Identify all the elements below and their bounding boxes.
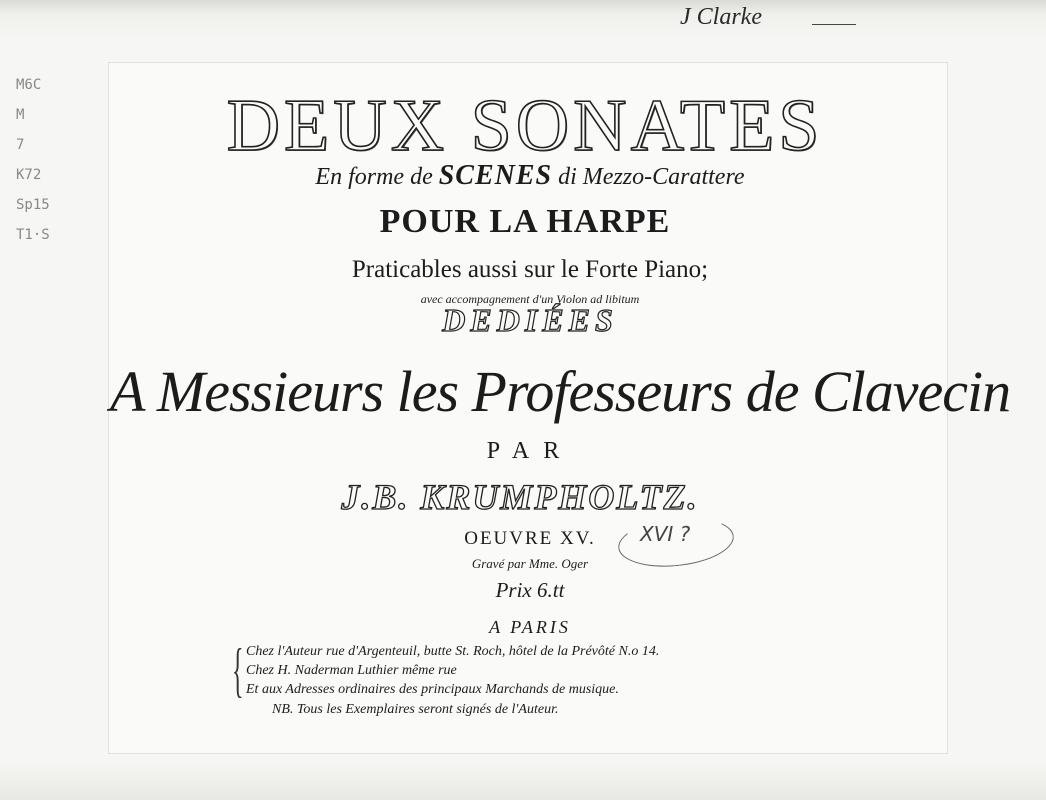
price: Prix 6.tt: [495, 578, 565, 602]
engraver-credit: Gravé par Mme. Oger: [471, 556, 589, 571]
subtitle-prefix: En forme de: [315, 164, 433, 190]
margin-shelfmark: M6C M 7 K72 Sp15 T1·S: [16, 77, 50, 243]
authentication-note: NB. Tous les Exemplaires seront signés de l'Auteur.: [272, 702, 559, 717]
address-line-3: Et aux Adresses ordinaires des principaux Marchands de musique.: [246, 682, 619, 697]
by-label: PAR: [486, 438, 574, 464]
dedication-heading: DEDIÉES: [442, 302, 618, 338]
address-brace: {: [232, 637, 244, 703]
address-line-1: Chez l'Auteur rue d'Argenteuil, butte St. Roch, hôtel de la Prévôté N.o 14.: [246, 644, 660, 659]
alternate-instrument-line: Praticables aussi sur le Forte Piano;: [351, 256, 709, 283]
address-line-2: Chez H. Naderman Luthier même rue: [246, 663, 457, 678]
signature-dash: [812, 24, 856, 25]
subtitle-scenes: SCENES: [438, 160, 553, 191]
handwritten-opus-note: XVI ?: [640, 522, 691, 546]
composer-name: J.B. KRUMPHOLTZ.: [341, 477, 699, 517]
subtitle-form: [230, 160, 830, 192]
owner-signature: J Clarke: [680, 4, 762, 30]
main-title: DEUX SONATES: [226, 85, 824, 167]
dedication-recipients: A Messieurs les Professeurs de Clavecin: [110, 359, 1011, 424]
subtitle-suffix: di Mezzo-Carattere: [558, 164, 745, 190]
instrument-line: POUR LA HARPE: [379, 203, 671, 240]
opus-number: OEUVRE XV.: [464, 528, 596, 549]
publisher-city: A PARIS: [489, 617, 571, 637]
accompaniment-line: avec accompagnement d'un Violon ad libitum: [420, 292, 640, 306]
